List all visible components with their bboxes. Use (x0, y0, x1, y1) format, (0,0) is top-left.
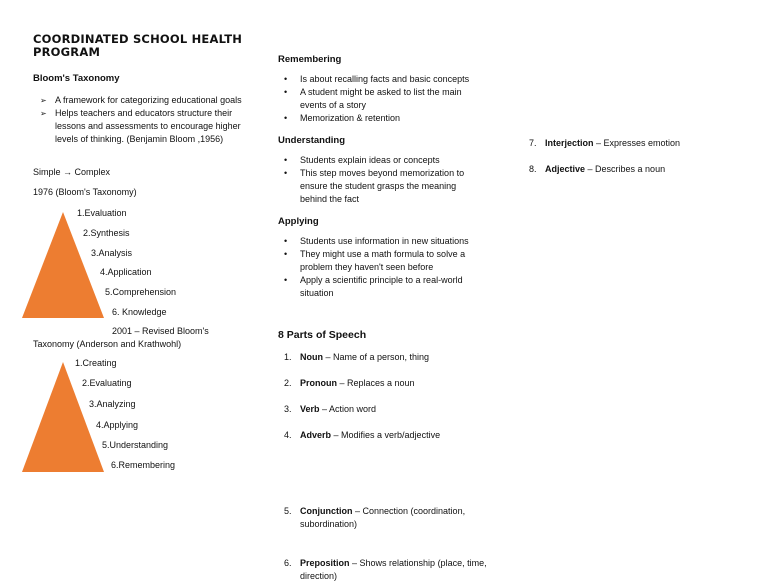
pyramid-1976-level: 6. Knowledge (112, 307, 167, 317)
pyramid-2001-level: 4.Applying (96, 420, 139, 430)
bullet-icon: • (284, 236, 288, 246)
bullet-icon: • (284, 249, 288, 259)
pyramid-1976-level: 4.Application (100, 267, 152, 277)
list-item: • Students explain ideas or concepts (284, 155, 440, 165)
revised-2001-line1: 2001 – Revised Bloom's (112, 326, 209, 336)
bullet-icon: • (284, 74, 288, 84)
understanding-list (278, 154, 483, 206)
bullet-icon: • (284, 275, 288, 285)
bullet-icon: • (284, 113, 288, 123)
pyramid-2001-level: 3.Analyzing (89, 399, 136, 409)
list-item: ➢ A framework for categorizing educational goals (40, 95, 242, 105)
pyramid-1976-level: 2.Synthesis (83, 228, 130, 238)
pyramid-2001-level: 1.Creating (75, 358, 117, 368)
remembering-list (278, 73, 483, 125)
revised-2001-line2: Taxonomy (Anderson and Krathwohl) (33, 339, 182, 349)
part-of-speech-item: 3. Verb – Action word (284, 404, 377, 414)
arrow-bullet-icon: ➢ (40, 109, 47, 118)
bullet-icon: • (284, 87, 288, 97)
blooms-taxonomy-heading: Bloom's Taxonomy (33, 73, 120, 84)
understanding-heading: Understanding (278, 135, 346, 146)
simple-complex-text: Simple → Complex (33, 167, 111, 177)
list-item: • A student might be asked to list the main events of a story (284, 87, 462, 110)
part-of-speech-item: 2. Pronoun – Replaces a noun (284, 378, 415, 388)
part-of-speech-item: 6. Preposition – Shows relationship (place, time, direction) (284, 558, 487, 581)
list-item: • Apply a scientific principle to a real-world situation (284, 275, 463, 298)
pyramid-2001-level: 6.Remembering (111, 460, 176, 470)
list-item: • Is about recalling facts and basic concepts (284, 74, 470, 84)
applying-heading: Applying (278, 216, 319, 227)
part-of-speech-item: 7. Interjection – Expresses emotion (529, 138, 681, 148)
pyramid-1976-level: 1.Evaluation (77, 208, 127, 218)
year-1976-text: 1976 (Bloom's Taxonomy) (33, 187, 137, 197)
list-item: • Memorization & retention (284, 113, 401, 123)
blooms-bullet-list (33, 94, 248, 146)
pyramid-2001-level: 2.Evaluating (82, 378, 132, 388)
page-title: COORDINATED SCHOOL HEALTH PROGRAM (33, 32, 243, 59)
part-of-speech-item: 1. Noun – Name of a person, thing (284, 352, 430, 362)
bullet-icon: • (284, 155, 288, 165)
list-item: • They might use a math formula to solve a problem they haven't seen before (284, 249, 466, 272)
part-of-speech-item: 5. Conjunction – Connection (coordination, subordination) (284, 506, 466, 529)
applying-list (278, 235, 483, 300)
remembering-heading: Remembering (278, 54, 342, 65)
pyramid-2001-level: 5.Understanding (102, 440, 169, 450)
pyramid-1976-level: 5.Comprehension (105, 287, 177, 297)
part-of-speech-item: 4. Adverb – Modifies a verb/adjective (284, 430, 441, 440)
parts-of-speech-heading: 8 Parts of Speech (278, 329, 367, 341)
list-item: • This step moves beyond memorization to ensure the student grasps the meaning behind the fact (284, 168, 465, 204)
pyramid-1976-level: 3.Analysis (91, 248, 133, 258)
bullet-icon: • (284, 168, 288, 178)
part-of-speech-item: 8. Adjective – Describes a noun (529, 164, 666, 174)
arrow-bullet-icon: ➢ (40, 96, 47, 105)
list-item: ➢ Helps teachers and educators structure their lessons and assessments to encourage higher levels of thinking. (Benjamin Bloom ,1956) (40, 108, 241, 144)
list-item: • Students use information in new situations (284, 236, 469, 246)
